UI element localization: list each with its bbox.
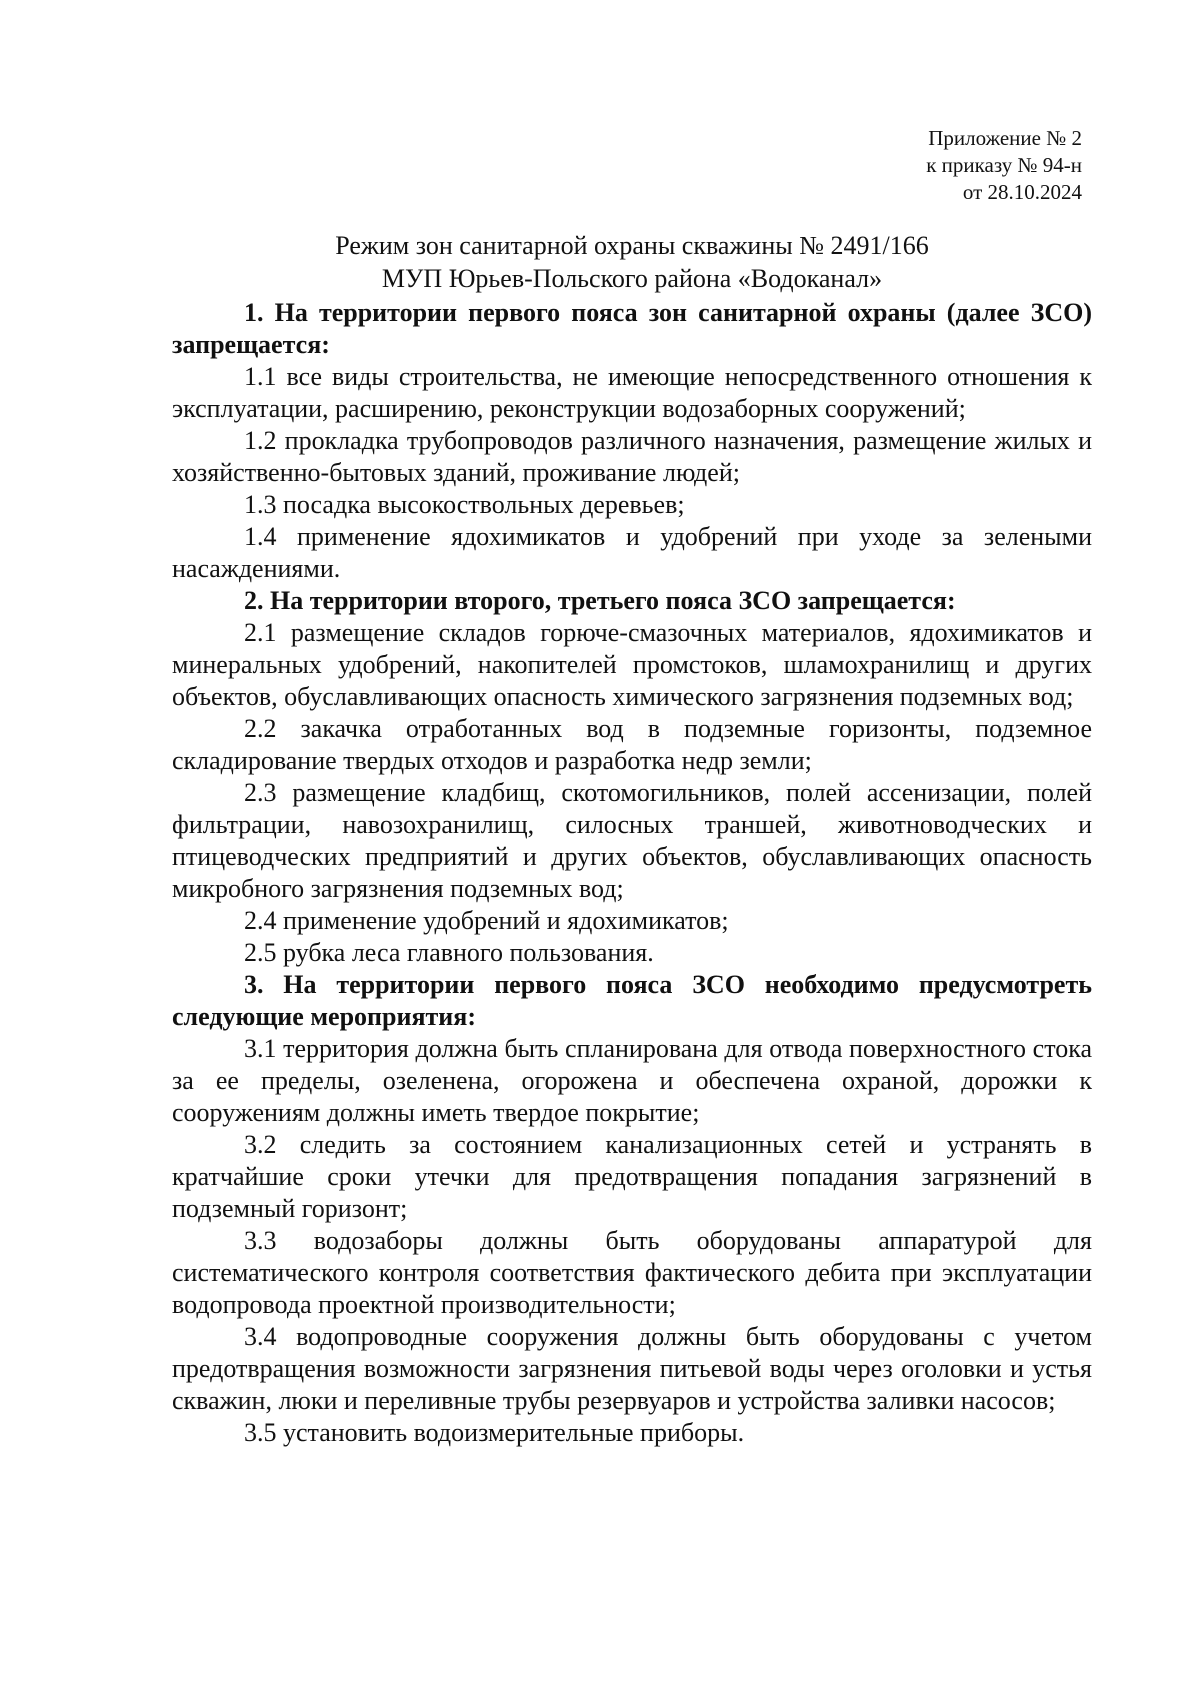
document-title xyxy=(172,229,1092,295)
section-3-heading: 3. На территории первого пояса ЗСО необходимо предусмотреть следующие мероприятия: xyxy=(172,970,1092,1031)
order-date: от 28.10.2024 xyxy=(962,180,1082,204)
item-1-2: 1.2 прокладка трубопроводов различного назначения, размещение жилых и хозяйственно-бытовых зданий, проживание людей; xyxy=(172,426,1092,487)
item-2-3: 2.3 размещение кладбищ, скотомогильников, полей ассенизации, полей фильтрации, навозохранилищ, силосных траншей, животноводческих и птицеводческих предприятий и других объектов, обуславливающих опасность микробного загрязнения подземных вод; xyxy=(172,778,1092,903)
item-3-2: 3.2 следить за состоянием канализационных сетей и устранять в кратчайшие сроки утечки для предотвращения попадания загрязнений в подземный горизонт; xyxy=(172,1130,1092,1223)
item-1-4: 1.4 применение ядохимикатов и удобрений при уходе за зелеными насаждениями. xyxy=(172,522,1092,583)
section-2-heading: 2. На территории второго, третьего пояса ЗСО запрещается: xyxy=(244,586,956,615)
item-3-5: 3.5 установить водоизмерительные приборы. xyxy=(244,1418,745,1447)
document-body xyxy=(172,297,1092,1449)
item-2-2: 2.2 закачка отработанных вод в подземные горизонты, подземное складирование твердых отходов и разработка недр земли; xyxy=(172,714,1092,775)
item-2-4: 2.4 применение удобрений и ядохимикатов; xyxy=(244,906,729,935)
appendix-number: Приложение № 2 xyxy=(928,126,1082,150)
appendix-reference xyxy=(926,125,1082,206)
item-3-1: 3.1 территория должна быть спланирована для отвода поверхностного стока за ее пределы, озеленена, огорожена и обеспечена охраной, дорожки к сооружениям должны иметь твердое покрытие; xyxy=(172,1034,1092,1127)
item-2-1: 2.1 размещение складов горюче-смазочных материалов, ядохимикатов и минеральных удобрений, накопителей промстоков, шламохранилищ и других объектов, обуславливающих опасность химического загрязнения подземных вод; xyxy=(172,618,1092,711)
item-3-4: 3.4 водопроводные сооружения должны быть оборудованы с учетом предотвращения возможности загрязнения питьевой воды через оголовки и устья скважин, люки и переливные трубы резервуаров и устройства заливки насосов; xyxy=(172,1322,1092,1415)
item-1-3: 1.3 посадка высокоствольных деревьев; xyxy=(244,490,685,519)
section-1-heading: 1. На территории первого пояса зон санитарной охраны (далее ЗСО) запрещается: xyxy=(172,298,1092,359)
title-line-1: Режим зон санитарной охраны скважины № 2491/166 xyxy=(335,231,929,260)
item-1-1: 1.1 все виды строительства, не имеющие непосредственного отношения к эксплуатации, расширению, реконструкции водозаборных сооружений; xyxy=(172,362,1092,423)
item-3-3: 3.3 водозаборы должны быть оборудованы аппаратурой для систематического контроля соответствия фактического дебита при эксплуатации водопровода проектной производительности; xyxy=(172,1226,1092,1319)
title-line-2: МУП Юрьев-Польского района «Водоканал» xyxy=(381,264,883,293)
item-2-5: 2.5 рубка леса главного пользования. xyxy=(244,938,654,967)
order-number: к приказу № 94-н xyxy=(926,153,1082,177)
